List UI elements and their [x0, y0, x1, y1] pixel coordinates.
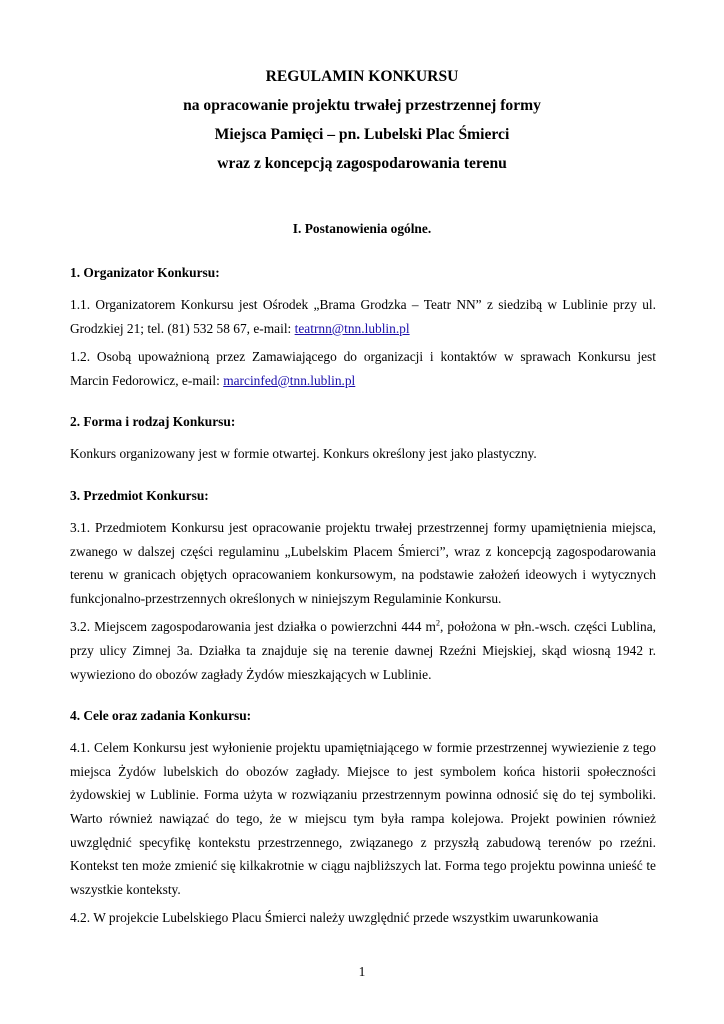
paragraph-1-2-text: 1.2. Osobą upoważnioną przez Zamawiającego do organizacji i kontaktów w sprawach Konkursu jest Marcin Fedorowicz, e-mail:: [70, 349, 656, 388]
superscript-2: 2: [435, 618, 440, 628]
title-line-1: REGULAMIN KONKURSU: [265, 68, 459, 85]
paragraph-3-2-text-b: , położona w płn.-wsch. części Lublina, przy ulicy Zimnej 3a. Działka ta znajduje się na terenie dawnej Rzeźni Miejskiej, skąd wiosną 1942 r. wywieziono do obozów zagłady Żydów mieszkających w Lublinie.: [70, 619, 657, 682]
paragraph-3-1: 3.1. Przedmiotem Konkursu jest opracowanie projektu trwałej przestrzennej formy upamiętnienia miejsca, zwanego w dalszej części regulaminu „Lubelskim Placem Śmierci”, wraz z koncepcją zagospodarowania terenu w granicach objętych opracowaniem konkursowym, na podstawie założeń ideowych i wytycznych funkcjonalno-przestrzennych określonych w niniejszym Regulaminie Konkursu.: [70, 519, 656, 606]
section-1-heading: 1. Organizator Konkursu:: [70, 265, 220, 280]
contact-email-link[interactable]: marcinfed@tnn.lublin.pl: [223, 372, 356, 388]
organizer-email-link[interactable]: teatrnn@tnn.lublin.pl: [294, 320, 410, 336]
section-4-heading: 4. Cele oraz zadania Konkursu:: [70, 708, 252, 724]
section-2-heading: 2. Forma i rodzaj Konkursu:: [70, 414, 236, 430]
section-3-heading: 3. Przedmiot Konkursu:: [70, 487, 209, 503]
document-title: [0, 62, 724, 178]
title-line-4: wraz z koncepcją zagospodarowania terenu: [217, 155, 507, 172]
paragraph-1-1: [70, 293, 656, 340]
paragraph-1-2: [70, 345, 656, 392]
paragraph-4-2: 4.2. W projekcie Lubelskiego Placu Śmierci należy uwzględnić przede wszystkim uwarunkowania: [70, 910, 599, 926]
document-body: [70, 263, 656, 935]
paragraph-4-1: 4.1. Celem Konkursu jest wyłonienie projektu upamiętniającego w formie przestrzennej wywiezienie z tego miejsca Żydów lubelskich do obozów zagłady. Miejsce to jest symbolem końca historii społeczności żydowskiej w Lublinie. Forma użyta w rozwiązaniu przestrzennym powinna odnosić się do tej symboliki. Warto również nawiązać do tego, że w miejscu tym była rampa kolejowa. Projekt powinien również uwzględnić specyfikę kontekstu przestrzennego, związanego z przyszłą zabudową terenów po rzeźni. Kontekst ten może zmienić się kilkakrotnie w ciągu najbliższych lat. Forma tego projektu powinna unieść te wszystkie konteksty.: [70, 740, 656, 897]
paragraph-3-2: [70, 615, 656, 686]
paragraph-1-1-text: 1.1. Organizatorem Konkursu jest Ośrodek „Brama Grodzka – Teatr NN” z siedzibą w Lublinie przy ul. Grodzkiej 21; tel. (81) 532 58 67, e-mail:: [70, 297, 656, 336]
title-line-2: na opracowanie projektu trwałej przestrzennej formy: [183, 97, 541, 114]
title-line-3: Miejsca Pamięci – pn. Lubelski Plac Śmierci: [214, 126, 510, 143]
section-heading: I. Postanowienia ogólne.: [292, 221, 432, 236]
paragraph-2: Konkurs organizowany jest w formie otwartej. Konkurs określony jest jako plastyczny.: [70, 446, 537, 462]
paragraph-3-2-text-a: 3.2. Miejscem zagospodarowania jest działka o powierzchni 444 m: [70, 619, 436, 635]
page-number: 1: [358, 964, 366, 979]
